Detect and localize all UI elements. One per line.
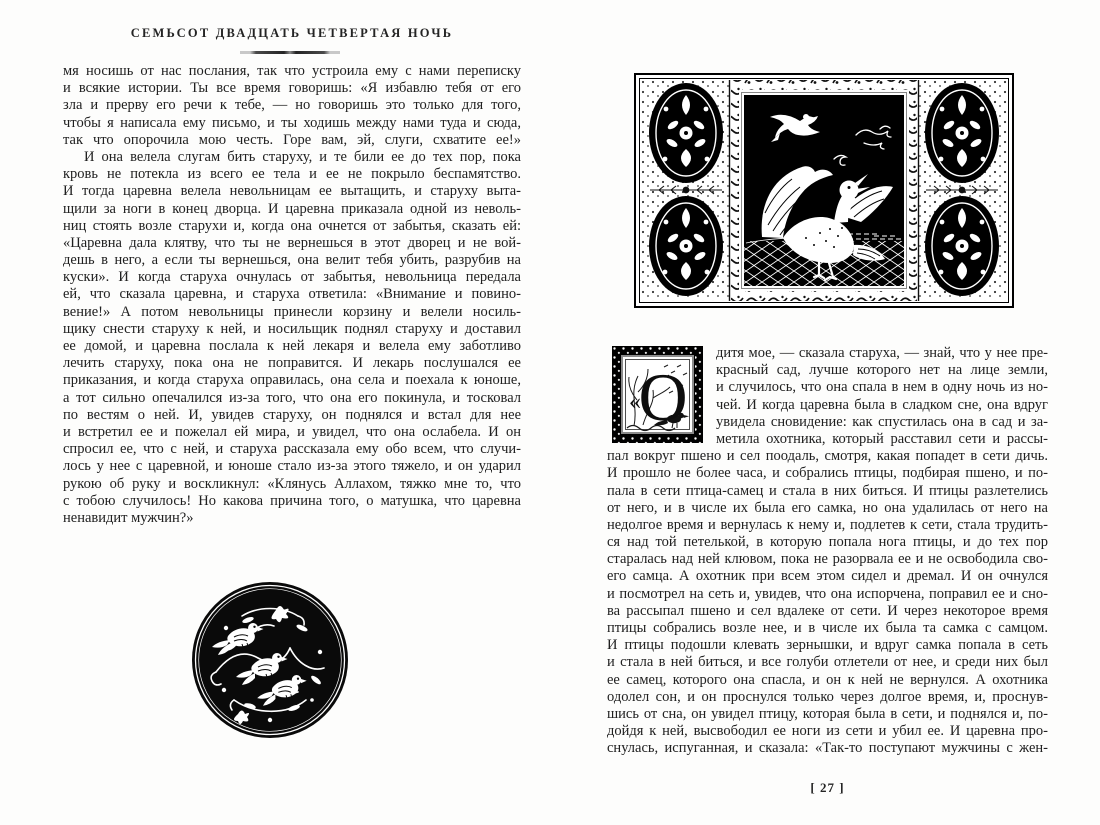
text-line: И птицы подошли клевать зернышки, и вдруг самка попала в сеть — [607, 637, 1048, 654]
text-line: и случилось, что она спала в нем в одну ночь из но- — [716, 379, 1048, 396]
tailpiece-roundel — [190, 580, 350, 740]
text-line: и стала в ней биться, и все голуби отлетели от нее, и среди них был — [607, 654, 1048, 671]
drop-cap-letter: О — [638, 359, 688, 435]
text-line: красный сад, лучше которого нет на лице земли, — [716, 362, 1048, 379]
left-text-column — [63, 63, 521, 527]
text-line: недолгое время и вернулась к нему и, подлетев к сети, стала трудить- — [607, 516, 1048, 533]
text-line: щили за ноги в конец дворца. И царевна приказала одной из неволь- — [63, 200, 521, 217]
text-line: кровь не потекла из всего ее тела и ее не покрыло беспамятство. — [63, 166, 521, 183]
running-header: СЕМЬСОТ ДВАДЦАТЬ ЧЕТВЕРТАЯ НОЧЬ — [130, 26, 454, 40]
text-line: а тот сильно опечалился из-за того, что она его покинула, и тосковал — [63, 389, 521, 406]
text-line: увидела сновидение: как спустилась она в сад и за- — [716, 413, 1048, 430]
text-line: И прошло не более часа, и собрались птицы, подбирая пшено, и по- — [607, 465, 1048, 482]
text-line: так что опорочила мою честь. Горе вам, эй, слуги, схватите ее!» — [63, 131, 521, 148]
right-text-column — [607, 345, 1048, 758]
text-line: дойдя к ней, высвободил ее ноги из сети и убил ее. И царевна про- — [607, 723, 1048, 740]
text-line: рукою об руку и воскликнул: «Клянусь Аллахом, тяжко мне то, что — [63, 475, 521, 492]
text-line: ее домой, и царевна послала к ней лекаря и велела ему заботливо — [63, 338, 521, 354]
text-line: зла и прерву его речи к тебе, — но говоришь это только для того, — [63, 97, 521, 114]
page-number: [ 27 ] — [810, 780, 845, 795]
text-line: куски». И когда старуха очнулась от забытья, невольница передала — [63, 269, 521, 286]
initial-letter-block — [612, 346, 703, 443]
text-line: ниц стоять возле старухи и, когда она очнется от забытья, сказать ей: — [63, 217, 521, 234]
text-line: приказания, и когда старуха оправилась, она села и поехала к юноше, — [63, 372, 521, 389]
text-line: птицы собрались возле нее, и в числе их была та самка с самцом. — [607, 620, 1048, 636]
text-line: дешь в него, а если ты вернешься, она велит тебя убить, разрубив на — [63, 252, 521, 269]
text-line: и посмотрел на сеть и, увидев, что она испорчена, поправил ее и сно- — [607, 585, 1048, 602]
text-line: старалась над ней клювом, пока не разорвала ее и не освободила сво- — [607, 551, 1048, 568]
text-line: чтобы я написала ему письмо, и ты ходишь между нами туда и сюда, — [63, 114, 521, 131]
text-line: И тогда царевна велела невольницам ее вытащить, и старуху выта- — [63, 183, 521, 200]
text-line: пала в сети птица-самец и стала в них биться. И птицы разлетелись — [607, 482, 1048, 499]
text-line: И она велела слугам бить старуху, и те били ее до тех пор, пока — [84, 148, 521, 165]
text-line: ва рассыпал пшено и сел вдалеке от сети. И через некоторое время — [607, 602, 1048, 619]
text-line: снулась, испуганная, и сказала: «Так-то поступают мужчины с жен- — [607, 740, 1048, 757]
text-line: лось у нее с царевной, и юноше стало из-за этого тяжело, и он ударил — [63, 458, 521, 475]
header-rule — [240, 51, 340, 54]
text-line: ненавидит мужчин?» — [63, 509, 194, 526]
text-line: щику снести старуху к ней, и носильщик поднял старуху и доставил — [63, 320, 521, 337]
text-line: чей. И когда царевна была в сладком сне, она вдруг — [716, 396, 1048, 413]
illuminated-initial-icon — [612, 346, 703, 443]
text-line: и всякие истории. Ты все время говоришь: «Я избавлю тебя от его — [63, 80, 521, 97]
text-line: с тобою случилось! Но какова причина того, о матушка, что царевна — [63, 492, 521, 509]
text-line: от него, и в числе их была его самка, но она удалилась от него на — [607, 499, 1048, 516]
text-line: «Царевна дала клятву, что ты не вернешься в этот дворец и не вой- — [63, 234, 521, 251]
text-line: ся над той петелькой, в которую попала нога птицы, и до тех пор — [607, 534, 1048, 551]
three-birds-roundel-icon — [190, 580, 350, 740]
text-line: ее самец, которого она спасла, и он к ней не вернулся. А охотника — [607, 671, 1048, 688]
text-line: его самца. А охотник при всем этом сидел и дремал. И он очнулся — [607, 568, 1048, 585]
drop-cap-quote: « — [629, 389, 641, 415]
text-line: метила охотника, который расставил сети и рассы- — [716, 430, 1048, 447]
headpiece-frame — [634, 73, 1014, 308]
bird-in-net-engraving-icon — [634, 73, 1014, 308]
text-line: одолел сон, и он проснулся только через долгое время, и, проснув- — [607, 688, 1048, 705]
text-line: пал вокруг пшено и сел поодаль, смотря, какая попадет в сети дичь. — [607, 448, 1048, 465]
text-line: дитя мое, — сказала старуха, — знай, что у нее пре- — [716, 345, 1048, 361]
text-line: по вестям о ней. И, увидев старуху, он поднялся и встал для нее — [63, 406, 521, 423]
text-line: спросил ее, что с ней, и старуха рассказала ему обо всем, что случи- — [63, 441, 521, 458]
text-line: вение!» А потом невольницы принесли корзину и велели носиль- — [63, 303, 521, 320]
text-line: мя носишь от нас послания, так что устроила ему с нами переписку — [63, 63, 521, 79]
text-line: шись от сна, он увидел птицу, которая была в сети, и поднялся и, по- — [607, 705, 1048, 722]
text-line: и встретил ее и пожелал ей мира, и увидел, что она ослабела. И он — [63, 423, 521, 440]
text-line: лечить старуху, пока она не поправится. И лекарь послушался ее — [63, 355, 521, 372]
text-line: ей, что сказала царевна, и старуха ответила: «Внимание и повино- — [63, 286, 521, 303]
